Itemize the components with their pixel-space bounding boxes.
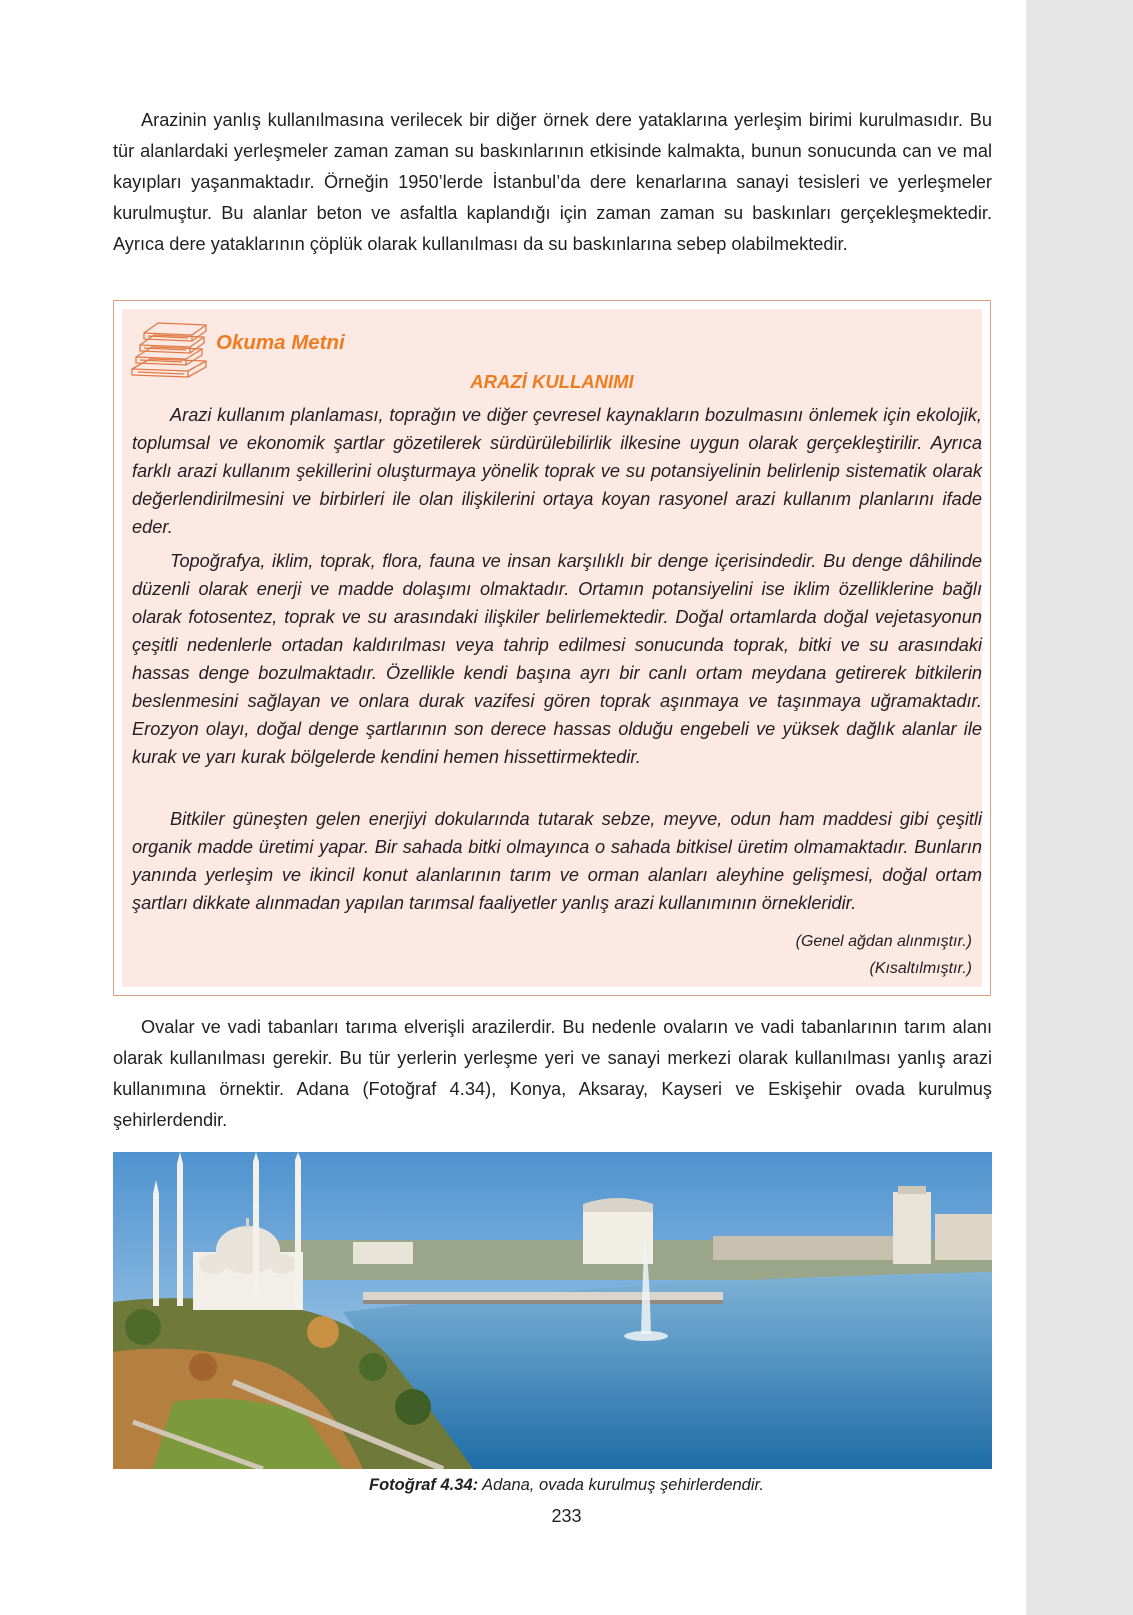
- reading-paragraph-3: Bitkiler güneşten gelen enerjiyi dokularında tutarak sebze, meyve, odun ham maddesi gibi çeşitli organik madde üretimi yapar. Bir sahada bitki olmayınca o sahada bitkisel üretim olmamaktadır. Bunların yanında yerleşim ve ikincil konut alanlarının tarım ve orman alanları aleyhine gelişmesi, doğal ortam şartları dikkate alınmadan yapılan tarımsal faaliyetler yanlış arazi kullanımının örnekleridir.: [132, 809, 982, 913]
- body-paragraph-2: Ovalar ve vadi tabanları tarıma elverişli arazilerdir. Bu nedenle ovaların ve vadi tabanlarının tarım alanı olarak kullanılması gerekir. Bu tür yerlerin yerleşme yeri ve sanayi merkezi olarak kullanılması yanlış arazi kullanımına örnektir. Adana (Fotoğraf 4.34), Konya, Aksaray, Kayseri ve Eskişehir ovada kurulmuş şehirlerdendir.: [113, 1017, 992, 1130]
- caption-text: Adana, ovada kurulmuş şehirlerdendir.: [478, 1476, 764, 1494]
- reading-text-box: [113, 300, 991, 996]
- photo-caption: [0, 1476, 1133, 1495]
- abridged-note: (Kısaltılmıştır.): [869, 960, 972, 977]
- photo-illustration: [113, 1152, 992, 1469]
- reading-paragraph-1: Arazi kullanım planlaması, toprağın ve diğer çevresel kaynakların bozulmasını önlemek için ekolojik, toplumsal ve ekonomik şartlar gözetilerek sürdürülebilirlik ilkesine uygun olarak gerçekleştirilir. Ayrıca farklı arazi kullanım şekillerini oluşturmaya yönelik toprak ve su potansiyelinin belirlenip sistematik olarak değerlendirilmesini ve birbirleri ile olan ilişkilerini ortaya koyan rasyonel arazi kullanım planlarını ifade eder.: [132, 405, 982, 537]
- reading-text-background: [122, 309, 982, 987]
- adana-city-photo: [113, 1152, 992, 1469]
- reading-paragraph-2: Topoğrafya, iklim, toprak, flora, fauna ve insan karşılıklı bir denge içerisindedir. Bu denge dâhilinde düzenli olarak enerji ve madde dolaşımı olmaktadır. Ortamın potansiyelini ise iklim özelliklerine bağlı olarak fotosentez, toprak ve su arasındaki ilişkiler belirlemektedir. Doğal ortamlarda doğal vejetasyonun çeşitli nedenlerle ortadan kaldırılması veya tahrip edilmesi sonucunda toprak, bitki ve su arasındaki hassas denge bozulmaktadır. Özellikle kendi başına ayrı bir canlı ortam meydana getirerek bitkilerin beslenmesini sağlayan ve onlara durak vazifesi gören toprak aşınmaya ve taşınmaya uğramaktadır. Erozyon olayı, doğal denge şartlarının son derece hassas olduğu engebeli ve yüksek dağlık alanlar ile kurak ve yarı kurak bölgelerde kendini hemen hissettirmektedir.: [132, 551, 982, 767]
- caption-label: Fotoğraf 4.34:: [369, 1476, 479, 1494]
- source-note: (Genel ağdan alınmıştır.): [795, 933, 972, 950]
- books-icon: [126, 313, 210, 379]
- reading-label: Okuma Metni: [216, 331, 345, 354]
- reading-heading: ARAZİ KULLANIMI: [470, 371, 634, 392]
- page-number: 233: [551, 1506, 582, 1526]
- page-margin-strip: [1026, 0, 1133, 1615]
- body-paragraph-1: Arazinin yanlış kullanılmasına verilecek bir diğer örnek dere yataklarına yerleşim birimi kurulmasıdır. Bu tür alanlardaki yerleşmeler zaman zaman su baskınlarının etkisinde kalmakta, bunun sonucunda can ve mal kayıpları yaşanmaktadır. Örneğin 1950’lerde İstanbul’da dere kenarlarına sanayi tesisleri ve yerleşmeler kurulmuştur. Bu alanlar beton ve asfaltla kaplandığı için zaman zaman su baskınları gerçekleşmektedir. Ayrıca dere yataklarının çöplük olarak kullanılması da su baskınlarına sebep olabilmektedir.: [113, 110, 992, 254]
